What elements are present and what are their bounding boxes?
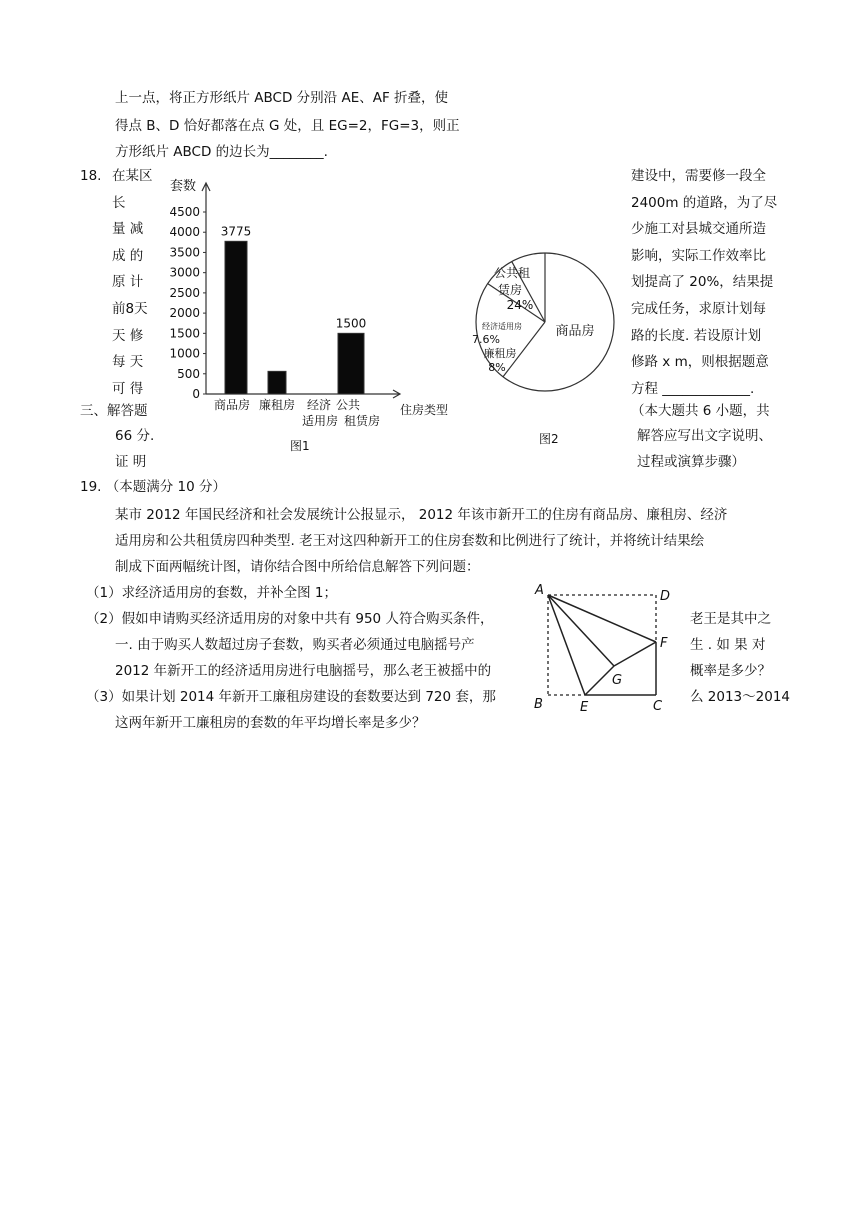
q18-left-column bbox=[112, 163, 160, 402]
q18-left-line: 每 天 bbox=[112, 354, 144, 371]
pie-chart bbox=[460, 205, 625, 450]
q18-left-line: 前8天 bbox=[112, 300, 148, 317]
bar bbox=[225, 241, 247, 394]
label-g: G bbox=[612, 673, 623, 688]
q18-left-line: 量 减 bbox=[112, 221, 144, 238]
label-e: E bbox=[580, 700, 589, 712]
q18-number: 18. bbox=[80, 168, 102, 184]
q18-left-line: 在某区 bbox=[112, 168, 153, 184]
q18-left-line: 原 计 bbox=[112, 274, 144, 291]
q19-item-2c-right: 概率是多少？ bbox=[690, 663, 771, 679]
q18-right-line: 划提高了 20%，结果提 bbox=[631, 274, 774, 291]
q18-left-line: 可 得 bbox=[112, 380, 144, 397]
section3-proof: 证 明 bbox=[115, 454, 147, 470]
fold-ae bbox=[548, 595, 585, 695]
q18-right-line: 2400m 的道路，为了尽 bbox=[631, 194, 778, 211]
label-c: C bbox=[653, 699, 663, 712]
q19-header: 19. （本题满分 10 分） bbox=[80, 479, 227, 495]
y-tick-label: 4500 bbox=[169, 205, 200, 219]
label-d: D bbox=[660, 589, 671, 604]
label-a: A bbox=[535, 583, 544, 598]
q18-left-line: 成 的 bbox=[112, 247, 144, 264]
label-f: F bbox=[660, 636, 668, 651]
y-tick-label: 1500 bbox=[169, 326, 200, 341]
q18-right-line: 建设中，需要修一段全 bbox=[631, 168, 766, 184]
q18-left-line: 天 修 bbox=[112, 327, 144, 344]
q19-para-1: 某市 2012 年国民经济和社会发展统计公报显示， 2012 年该市新开工的住房有商品房、廉租房、经济 bbox=[115, 507, 728, 523]
pie-label-low-rent-pct: 8% bbox=[488, 361, 506, 374]
pie-label-commercial: 商品房 bbox=[555, 324, 595, 339]
fold-af bbox=[548, 595, 656, 642]
x-tick-label: 廉租房 bbox=[258, 398, 296, 412]
bar bbox=[268, 371, 286, 394]
q17-line-1: 上一点，将正方形纸片 ABCD 分别沿 AE、AF 折叠，使 bbox=[115, 90, 449, 106]
bar-value-label: 3775 bbox=[220, 224, 252, 239]
figure-1-caption: 图1 bbox=[290, 439, 310, 453]
q18-right-line: 少施工对县城交通所造 bbox=[631, 221, 766, 238]
q19-item-3a-right: 么 2013～2014 bbox=[690, 689, 791, 705]
bar bbox=[338, 333, 364, 394]
q18-right-line: 方程 _____________. bbox=[631, 380, 755, 397]
q18-right-line: 修路 x m，则根据题意 bbox=[631, 354, 769, 371]
section3-right-1: （本大题共 6 小题，共 bbox=[631, 403, 770, 419]
section3-right-2: 解答应写出文字说明、 bbox=[637, 428, 772, 444]
q19-item-2c: 2012 年新开工的经济适用房进行电脑摇号，那么老王被摇中的 bbox=[115, 663, 492, 679]
q19-item-2a-right: 老王是其中之 bbox=[690, 611, 771, 627]
bar-value-label: 1500 bbox=[335, 316, 367, 331]
y-tick-label: 3000 bbox=[169, 265, 200, 280]
x-tick-label: 租赁房 bbox=[343, 414, 381, 428]
q18-right-line: 影响，实际工作效率比 bbox=[631, 247, 766, 264]
bar-chart bbox=[160, 172, 465, 457]
q19-para-3: 制成下面两幅统计图，请你结合图中所给信息解答下列问题： bbox=[115, 559, 480, 575]
figure-2-caption: 图2 bbox=[539, 432, 559, 446]
section3-right-3: 过程或演算步骤） bbox=[637, 454, 745, 470]
segment-ag bbox=[548, 595, 614, 666]
pie-label-affordable-pct: 7.6% bbox=[472, 333, 500, 346]
y-tick-label: 500 bbox=[177, 366, 200, 381]
q18-right-line: 路的长度. 若设原计划 bbox=[631, 327, 762, 344]
x-tick-label: 适用房 bbox=[301, 414, 339, 428]
x-tick-label: 经济 bbox=[306, 398, 332, 412]
x-tick-label: 公共 bbox=[335, 398, 361, 412]
y-tick-label: 0 bbox=[192, 387, 200, 401]
q19-item-2b-right: 生 . 如 果 对 bbox=[690, 637, 766, 653]
y-axis-label: 套数 bbox=[170, 179, 197, 194]
pie-label-affordable: 经济适用房 bbox=[482, 322, 522, 331]
q19-item-2b: 一. 由于购买人数超过房子套数，购买者必须通过电脑摇号产 bbox=[115, 637, 475, 653]
q19-item-3a: （3）如果计划 2014 年新开工廉租房建设的套数要达到 720 套，那 bbox=[86, 689, 496, 705]
segment-eg bbox=[585, 666, 614, 695]
section3-score: 66 分. bbox=[115, 428, 155, 444]
q17-line-3: 方形纸片 ABCD 的边长为________. bbox=[115, 144, 328, 160]
label-b: B bbox=[534, 697, 543, 712]
pie-label-public-rental: 公共租 bbox=[493, 266, 531, 280]
pie-label-low-rent: 廉租房 bbox=[483, 347, 517, 360]
pie-label-public-rental: 赁房 bbox=[497, 283, 523, 297]
q19-item-3b: 这两年新开工廉租房的套数的年平均增长率是多少？ bbox=[115, 715, 426, 731]
y-tick-label: 1000 bbox=[169, 346, 200, 361]
q19-para-2: 适用房和公共租赁房四种类型. 老王对这四种新开工的住房套数和比例进行了统计，并将统计结果绘 bbox=[115, 533, 705, 549]
q19-item-2a: （2）假如申请购买经济适用房的对象中共有 950 人符合购买条件， bbox=[86, 611, 494, 627]
x-axis-label: 住房类型 bbox=[400, 403, 449, 417]
q18-left-line: 长 bbox=[112, 194, 126, 211]
section3-title: 三、解答题 bbox=[80, 403, 148, 419]
q18-right-line: 完成任务，求原计划每 bbox=[631, 300, 766, 317]
y-tick-label: 3500 bbox=[169, 245, 200, 260]
q17-line-2: 得点 B、D 恰好都落在点 G 处，且 EG=2，FG=3，则正 bbox=[115, 118, 460, 134]
segment-fg bbox=[614, 642, 656, 666]
x-tick-label: 商品房 bbox=[213, 398, 251, 412]
pie-label-public-rental-pct: 24% bbox=[506, 298, 534, 312]
square-fold-diagram bbox=[528, 580, 678, 712]
q18-right-column bbox=[631, 163, 791, 402]
y-tick-label: 2000 bbox=[169, 306, 200, 321]
y-tick-label: 2500 bbox=[169, 285, 200, 300]
q19-item-1: （1）求经济适用房的套数，并补全图 1； bbox=[86, 585, 337, 601]
y-tick-label: 4000 bbox=[169, 225, 200, 240]
